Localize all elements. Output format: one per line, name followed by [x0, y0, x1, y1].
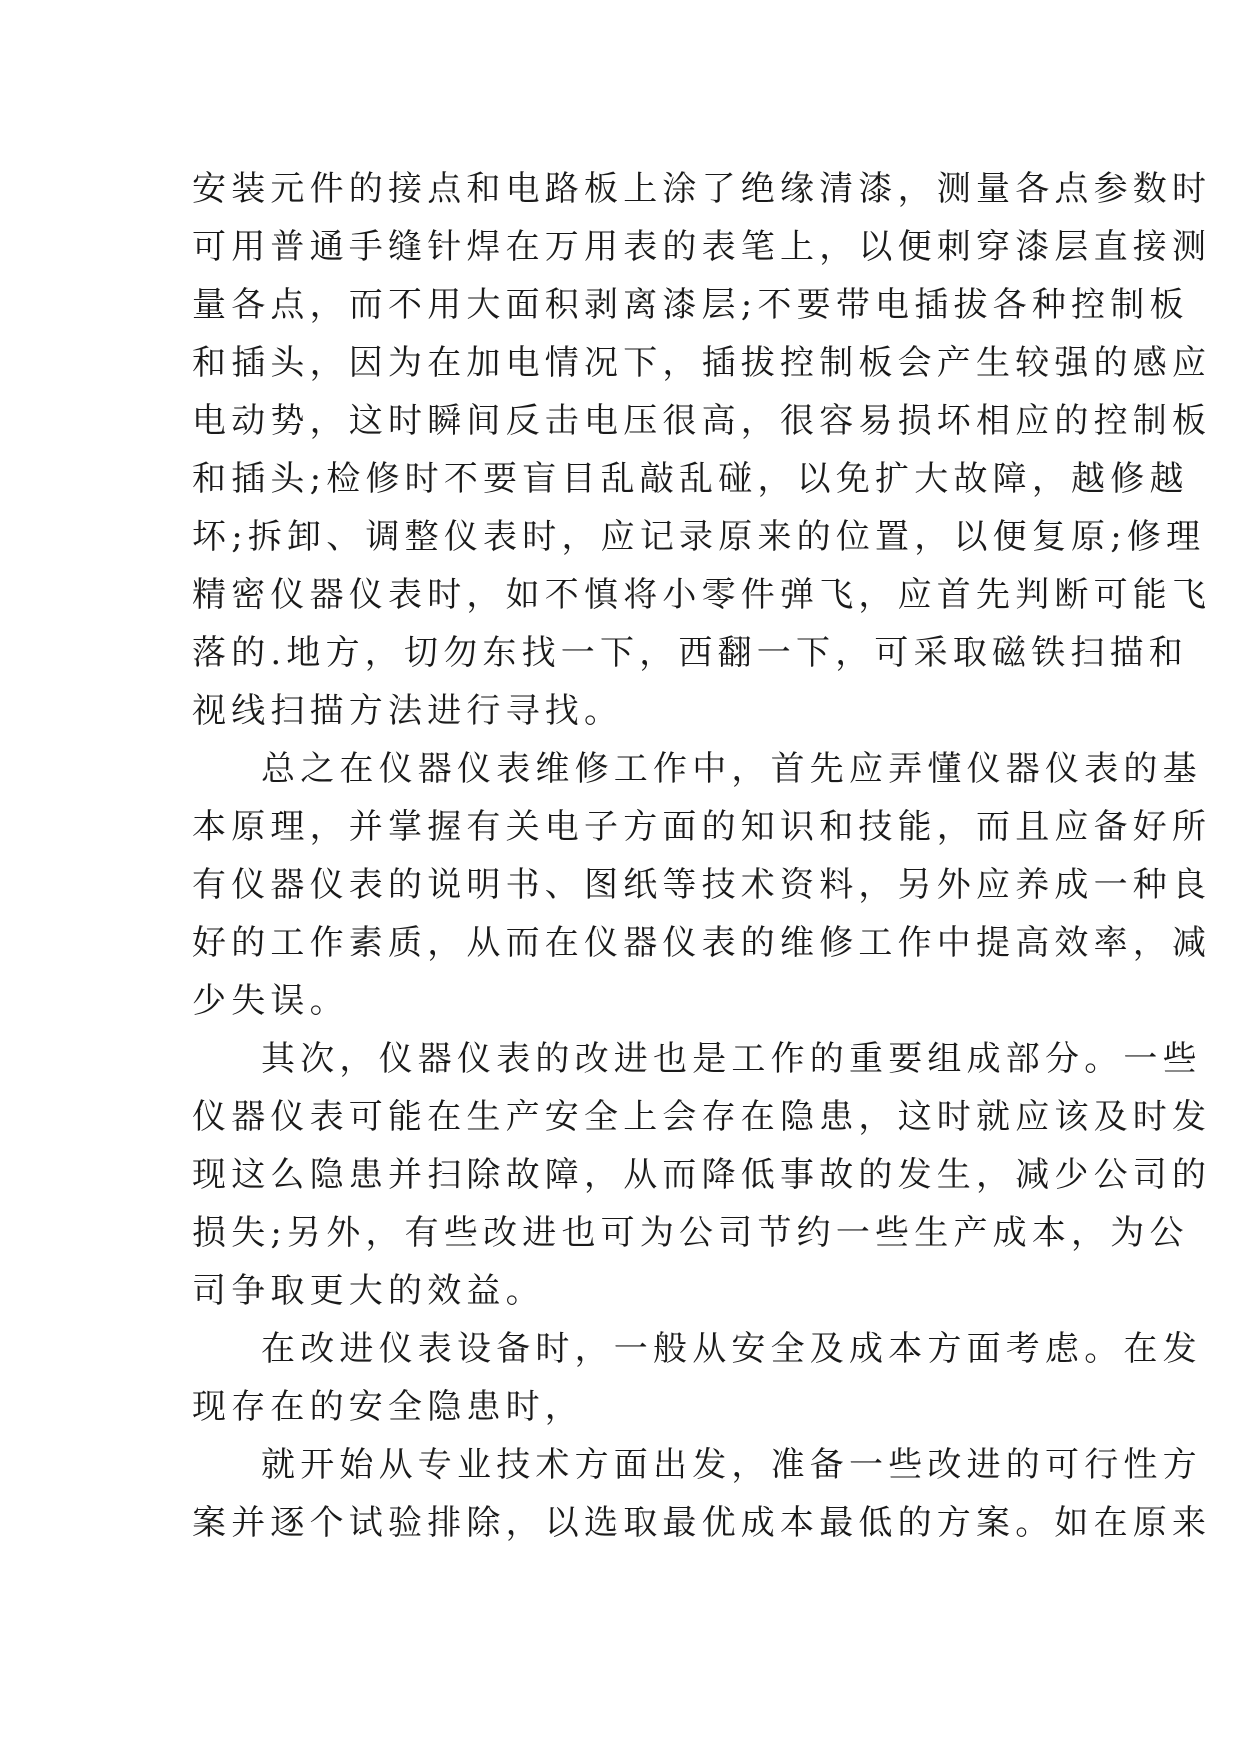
body-text — [192, 160, 1212, 1552]
text-line: 司争取更大的效益。 — [192, 1271, 545, 1311]
text-line: 精密仪器仪表时，如不慎将小零件弹飞，应首先判断可能飞 — [192, 575, 1212, 615]
paragraph-first-line: 就开始从专业技术方面出发，准备一些改进的可行性方 — [261, 1445, 1202, 1485]
text-line: 落的.地方，切勿东找一下，西翻一下，可采取磁铁扫描和 — [192, 633, 1189, 673]
text-line: 本原理，并掌握有关电子方面的知识和技能，而且应备好所 — [192, 807, 1212, 847]
text-line: 损失;另外，有些改进也可为公司节约一些生产成本，为公 — [192, 1213, 1189, 1253]
text-line: 现这么隐患并扫除故障，从而降低事故的发生，减少公司的 — [192, 1155, 1212, 1195]
paragraph-first-line: 其次，仪器仪表的改进也是工作的重要组成部分。一些 — [261, 1039, 1202, 1079]
text-line: 视线扫描方法进行寻找。 — [192, 691, 624, 731]
paragraph-first-line: 总之在仪器仪表维修工作中，首先应弄懂仪器仪表的基 — [261, 749, 1202, 789]
text-line: 坏;拆卸、调整仪表时，应记录原来的位置，以便复原;修理 — [192, 517, 1206, 557]
text-line: 电动势，这时瞬间反击电压很高，很容易损坏相应的控制板 — [192, 401, 1212, 441]
text-line: 现存在的安全隐患时， — [192, 1387, 584, 1427]
text-line: 和插头，因为在加电情况下，插拔控制板会产生较强的感应 — [192, 343, 1212, 383]
text-line: 少失误。 — [192, 981, 349, 1021]
text-line: 和插头;检修时不要盲目乱敲乱碰，以免扩大故障，越修越 — [192, 459, 1189, 499]
text-line: 量各点，而不用大面积剥离漆层;不要带电插拔各种控制板 — [192, 285, 1189, 325]
paragraph-first-line: 在改进仪表设备时，一般从安全及成本方面考虑。在发 — [261, 1329, 1202, 1369]
text-line: 可用普通手缝针焊在万用表的表笔上，以便刺穿漆层直接测 — [192, 227, 1212, 267]
text-line: 仪器仪表可能在生产安全上会存在隐患，这时就应该及时发 — [192, 1097, 1212, 1137]
text-line: 案并逐个试验排除，以选取最优成本最低的方案。如在原来 — [192, 1503, 1212, 1543]
text-line: 有仪器仪表的说明书、图纸等技术资料，另外应养成一种良 — [192, 865, 1212, 905]
text-line: 安装元件的接点和电路板上涂了绝缘清漆，测量各点参数时 — [192, 169, 1212, 209]
text-line: 好的工作素质，从而在仪器仪表的维修工作中提高效率，减 — [192, 923, 1212, 963]
